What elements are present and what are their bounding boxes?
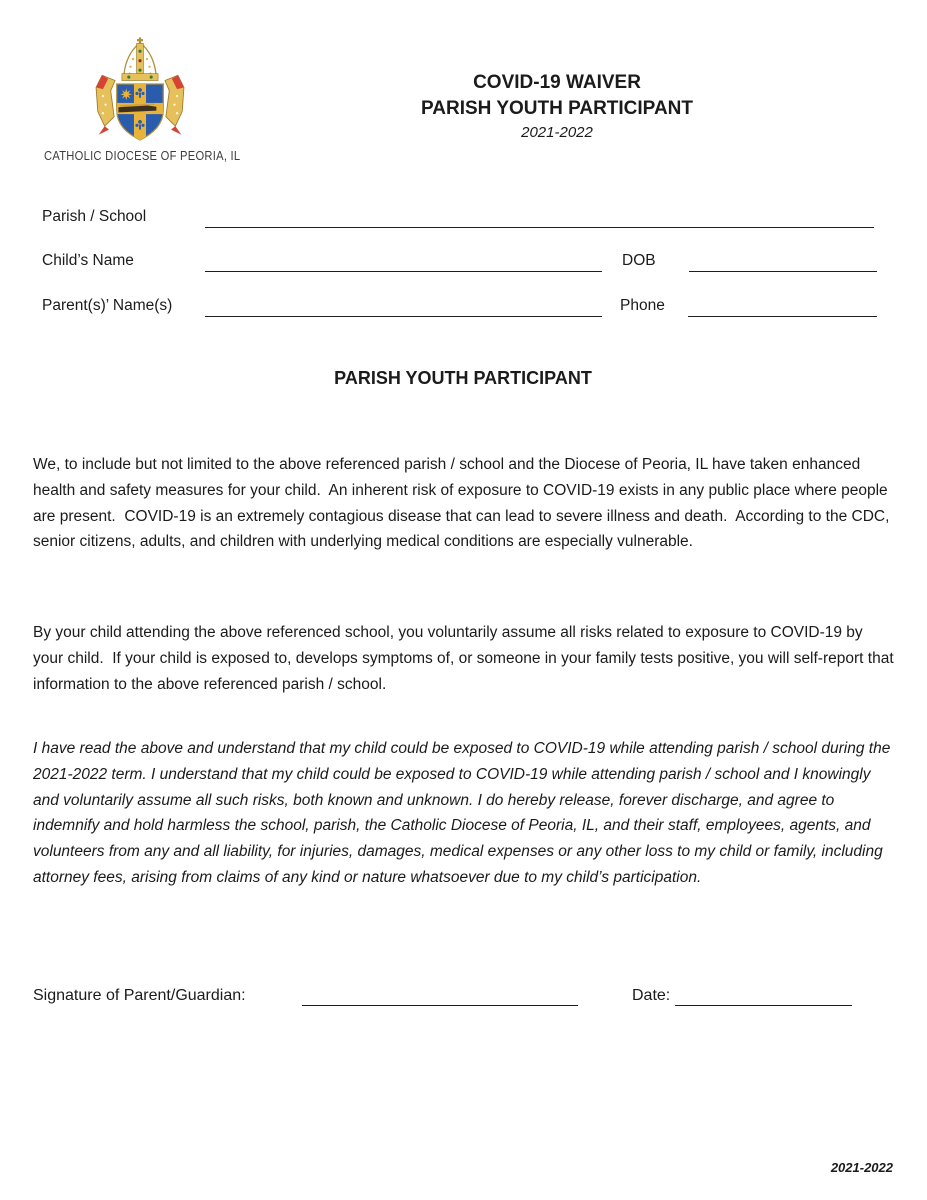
waiver-paragraph-risks: We, to include but not limited to the above referenced parish / school and the Diocese of Peoria, IL have taken enhanced health and safety measures for your child. An inherent risk of exposure to COVID-19 exists in any public place where people are present. COVID-19 is an extremely contagious disease that can lead to severe illness and death. According to the CDC, senior citizens, adults, and children with underlying medical conditions are especially vulnerable. (33, 456, 894, 551)
document-term: 2021-2022 (521, 124, 593, 141)
parents-names-label: Parent(s)’ Name(s) (42, 297, 173, 314)
section-heading: PARISH YOUTH PARTICIPANT (334, 368, 592, 388)
childs-name-field-line[interactable] (205, 252, 602, 272)
date-field-line[interactable] (675, 986, 852, 1006)
diocese-crest-icon (84, 34, 196, 146)
dob-field-line[interactable] (689, 252, 877, 272)
date-label: Date: (632, 987, 671, 1004)
parish-school-label: Parish / School (42, 208, 147, 225)
signature-label: Signature of Parent/Guardian: (33, 987, 246, 1004)
document-title: COVID-19 WAIVER (473, 72, 641, 93)
page-footer-term: 2021-2022 (830, 1160, 893, 1175)
waiver-paragraph-assumption: By your child attending the above referenced school, you voluntarily assume all risks related to exposure to COVID-19 by your child. If your child is exposed to, develops symptoms of, or someone in your family tests positive, you will self-report that information to the above referenced parish / school. (33, 624, 898, 693)
parents-names-field-line[interactable] (205, 297, 602, 317)
phone-label: Phone (620, 297, 665, 314)
parish-school-field-line[interactable] (205, 208, 874, 228)
logo-caption: CATHOLIC DIOCESE OF PEORIA, IL (44, 148, 241, 163)
document-subtitle: PARISH YOUTH PARTICIPANT (421, 98, 693, 119)
dob-label: DOB (622, 252, 656, 269)
signature-field-line[interactable] (302, 986, 578, 1006)
childs-name-label: Child’s Name (42, 252, 134, 269)
phone-field-line[interactable] (688, 297, 877, 317)
document-header (187, 70, 927, 144)
waiver-paragraph-release: I have read the above and understand that my child could be exposed to COVID-19 while attending parish / school during the 2021-2022 term. I understand that my child could be exposed to COVID-19 while attending parish / school and I knowingly and voluntarily assume all such risks, both known and unknown. I do hereby release, forever discharge, and agree to indemnify and hold harmless the school, parish, the Catholic Diocese of Peoria, IL, and their staff, employees, agents, and volunteers from any and all liability, for injuries, damages, medical expenses or any other loss to my child or family, including attorney fees, arising from claims of any kind or nature whatsoever due to my child’s participation. (33, 740, 895, 886)
